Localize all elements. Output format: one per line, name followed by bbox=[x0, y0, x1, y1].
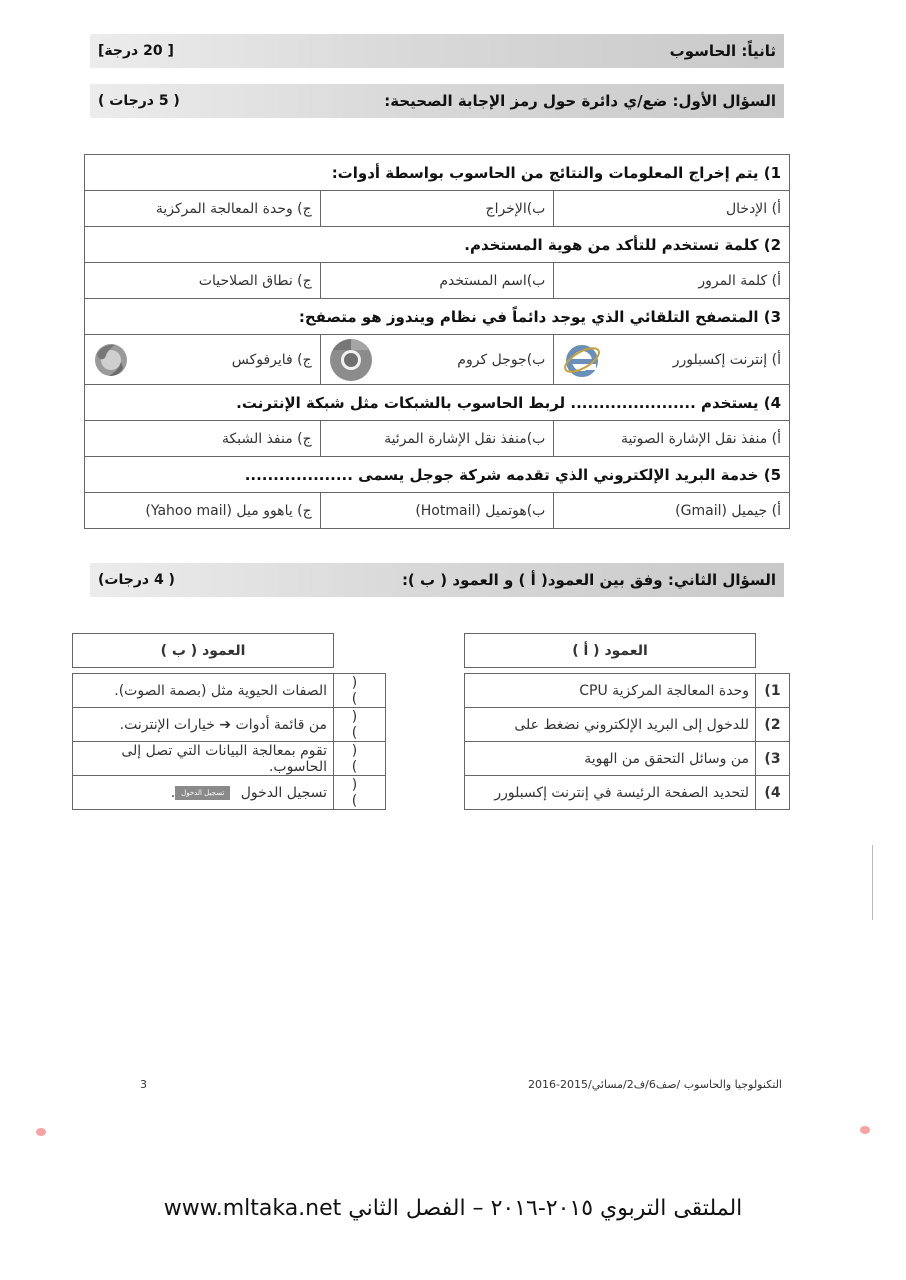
scan-mark bbox=[860, 1126, 870, 1134]
option-b[interactable]: ب)اسم المستخدم bbox=[320, 263, 554, 299]
column-a-item: من وسائل التحقق من الهوية bbox=[465, 742, 756, 776]
question1-points: ( 5 درجات ) bbox=[98, 93, 180, 109]
question1-header bbox=[90, 84, 784, 118]
option-b[interactable]: ب)هوتميل (Hotmail) bbox=[320, 493, 554, 529]
options-row bbox=[85, 421, 790, 457]
table-row bbox=[465, 708, 790, 742]
question2-title: السؤال الثاني: وفق بين العمود( أ ) و العمود ( ب ): bbox=[401, 571, 776, 589]
question-text: 4) يستخدم ...................... لربط الحاسوب بالشبكات مثل شبكة الإنترنت. bbox=[85, 385, 790, 421]
answer-blank[interactable]: ( ) bbox=[334, 708, 386, 742]
table-row bbox=[73, 674, 386, 708]
column-a-header: العمود ( أ ) bbox=[465, 634, 756, 668]
column-b-item-tail: . bbox=[170, 784, 176, 801]
answer-blank[interactable]: ( ) bbox=[334, 742, 386, 776]
question-text: 2) كلمة تستخدم للتأكد من هوية المستخدم. bbox=[85, 227, 790, 263]
question2-header bbox=[90, 563, 784, 597]
question-row bbox=[85, 155, 790, 191]
row-number: 4) bbox=[756, 776, 790, 810]
question-text: 3) المتصفح التلقائي الذي يوجد دائماً في نظام ويندوز هو متصفح: bbox=[85, 299, 790, 335]
answer-blank[interactable]: ( ) bbox=[334, 674, 386, 708]
option-a[interactable]: أ) الإدخال bbox=[554, 191, 790, 227]
question-row bbox=[85, 227, 790, 263]
column-b-header: العمود ( ب ) bbox=[73, 634, 334, 668]
table-row bbox=[73, 776, 386, 810]
option-c-label: ج) فايرفوكس bbox=[231, 351, 312, 368]
chrome-icon bbox=[329, 338, 373, 382]
table-row bbox=[465, 742, 790, 776]
options-row bbox=[85, 263, 790, 299]
options-row bbox=[85, 493, 790, 529]
scan-line bbox=[872, 845, 873, 920]
row-number: 2) bbox=[756, 708, 790, 742]
firefox-icon bbox=[93, 342, 129, 378]
table-row bbox=[465, 776, 790, 810]
login-button-image: تسجيل الدخول bbox=[175, 786, 230, 800]
question-text: 5) خدمة البريد الإلكتروني الذي تقدمه شركة جوجل يسمى ................... bbox=[85, 457, 790, 493]
options-row bbox=[85, 191, 790, 227]
question-row bbox=[85, 385, 790, 421]
question2-points: ( 4 درجات) bbox=[98, 572, 175, 588]
option-b[interactable]: ب)منفذ نقل الإشارة المرئية bbox=[320, 421, 554, 457]
question-text: 1) يتم إخراج المعلومات والنتائج من الحاسوب بواسطة أدوات: bbox=[85, 155, 790, 191]
option-a[interactable] bbox=[554, 335, 790, 385]
question-row bbox=[85, 457, 790, 493]
option-a[interactable]: أ) كلمة المرور bbox=[554, 263, 790, 299]
option-b[interactable] bbox=[320, 335, 554, 385]
option-b[interactable]: ب)الإخراج bbox=[320, 191, 554, 227]
row-number: 3) bbox=[756, 742, 790, 776]
options-row bbox=[85, 335, 790, 385]
column-b-item: تقوم بمعالجة البيانات التي تصل إلى الحاسوب. bbox=[73, 742, 334, 776]
column-b-item-text: تسجيل الدخول bbox=[240, 784, 327, 801]
column-a-item: للدخول إلى البريد الإلكتروني نضغط على bbox=[465, 708, 756, 742]
scan-mark bbox=[36, 1128, 46, 1136]
course-footer: التكنولوجيا والحاسوب /صف6/ف2/مسائي/2015-2016 bbox=[528, 1078, 782, 1091]
table-row bbox=[465, 674, 790, 708]
site-footer[interactable]: الملتقى التربوي ٢٠١٥-٢٠١٦ – الفصل الثاني www.mltaka.net bbox=[163, 1196, 743, 1221]
option-c[interactable]: ج) ياهوو ميل (Yahoo mail) bbox=[85, 493, 321, 529]
question-row bbox=[85, 299, 790, 335]
column-a-table bbox=[464, 633, 790, 810]
answer-blank[interactable]: ( ) bbox=[334, 776, 386, 810]
option-a-label: أ) إنترنت إكسبلورر bbox=[672, 351, 781, 368]
option-a[interactable]: أ) جيميل (Gmail) bbox=[554, 493, 790, 529]
column-a-item: لتحديد الصفحة الرئيسة في إنترنت إكسبلورر bbox=[465, 776, 756, 810]
option-c[interactable]: ج) وحدة المعالجة المركزية bbox=[85, 191, 321, 227]
section-points: [ 20 درجة] bbox=[98, 43, 174, 59]
column-b-table bbox=[72, 633, 386, 810]
column-b-item bbox=[73, 776, 334, 810]
row-number: 1) bbox=[756, 674, 790, 708]
section-title: ثانياً: الحاسوب bbox=[669, 42, 776, 60]
option-a[interactable]: أ) منفذ نقل الإشارة الصوتية bbox=[554, 421, 790, 457]
page-number: 3 bbox=[140, 1078, 147, 1091]
table-row bbox=[73, 708, 386, 742]
option-c[interactable] bbox=[85, 335, 321, 385]
column-b-item: الصفات الحيوية مثل (بصمة الصوت). bbox=[73, 674, 334, 708]
option-c[interactable]: ج) منفذ الشبكة bbox=[85, 421, 321, 457]
option-b-label: ب)جوجل كروم bbox=[457, 351, 546, 368]
option-c[interactable]: ج) نطاق الصلاحيات bbox=[85, 263, 321, 299]
mcq-table bbox=[84, 154, 790, 529]
section-header bbox=[90, 34, 784, 68]
question1-title: السؤال الأول: ضع/ي دائرة حول رمز الإجابة الصحيحة: bbox=[384, 92, 776, 110]
table-row bbox=[73, 742, 386, 776]
column-a-item: وحدة المعالجة المركزية CPU bbox=[465, 674, 756, 708]
internet-explorer-icon bbox=[562, 340, 602, 380]
column-b-item: من قائمة أدوات ➔ خيارات الإنترنت. bbox=[73, 708, 334, 742]
